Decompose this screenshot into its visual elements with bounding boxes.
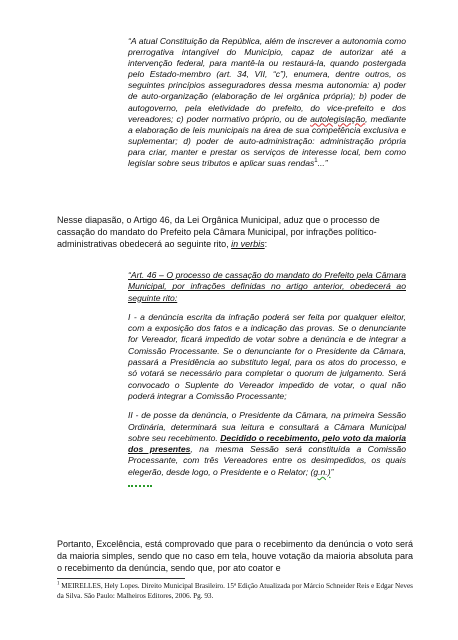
- quote1-text-part1: “A atual Constituição da República, além de inscrever a autonomia como prerrogativa intangível do Município, capaz de autorizar até a intervenção federal, para mantê-la ou restaurá-la, quando postergada pelo Estado-membro (art. 34, VII, “c”), enumera, dentre outros, os seguintes princípios asseguradores dessa mesma autonomia: a) poder de auto-organização (elaboração de lei orgânica própria); b) poder de autogoverno, pela eletividade do prefeito, do vice-prefeito e dos vereadores; c) poder normativo próprio, ou de: [128, 36, 406, 124]
- quote1-autolegislacao: autolegislação: [310, 113, 366, 124]
- quote2-article-heading: [128, 270, 406, 304]
- paragraph-portanto: Portanto, Excelência, está comprovado que para o recebimento da denúncia o voto será da maioria simples, sendo que no caso em tela, houve votação da maioria absoluta para o recebimento da denúncia, sendo que, por ato coator e: [57, 539, 413, 574]
- block-quote-constitution: [128, 36, 406, 169]
- footnote-text: MEIRELLES, Hely Lopes. Direito Municipal Brasileiro. 15ª Edição Atualizada por Márcio Schneider Reis e Edgar Neves da Silva. São Paulo: Malheiros Editores, 2006. Pg. 93.: [57, 582, 413, 600]
- footnote: [57, 582, 413, 601]
- quote2-item-ii: [128, 410, 406, 489]
- spellcheck-squiggle: [128, 481, 152, 487]
- para1-end: :: [264, 239, 268, 250]
- footnote-reference[interactable]: 1: [314, 158, 318, 165]
- item-ii-start: II - de posse da denúncia, o Presidente da Câmara, na primeira Sessão Ordinária, determinará sua leitura e consultará a Câmara Municipal sobre seu recebimento.: [128, 410, 406, 443]
- footnote-number: 1: [57, 581, 60, 587]
- item-ii-end: , na mesma Sessão será constituída a Comissão Processante, com três Vereadores entre os desimpedidos, os quais elegerão, desde logo, o Presidente e o Relator;: [128, 444, 406, 477]
- in-verbis: in verbis: [231, 239, 265, 250]
- paragraph-diapasao: [57, 214, 409, 251]
- footnote-divider: [57, 578, 185, 579]
- article-46-text: “Art. 46 – O processo de cassação do mandato do Prefeito pela Câmara Municipal, por infrações definidas no artigo anterior, obedecerá ao seguinte rito:: [128, 270, 406, 303]
- quote1-text-part2: , mediante a elaboração de leis municipais na área de sua competência exclusiva e suplementar; d) poder de auto-administração: administração própria para criar, manter e prestar os serviços de interesse local, bem como legislar sobre seus tributos e aplicar suas rendas: [128, 113, 406, 169]
- gn-closing: ”: [330, 466, 334, 477]
- quote2-item-i: I - a denúncia escrita da infração poderá ser feita por qualquer eleitor, com a exposição dos fatos e a indicação das provas. Se o denunciante for Vereador, ficará impedido de votar sobre a denúncia e de integrar a Comissão Processante. Se o denunciante for o Presidente da Câmara, passará a Presidência ao substituto legal, para os atos do processo, e só votará se necessário para completar o quorum de julgamento. Será convocado o Suplente do Vereador impedido de votar, o qual não poderá integrar a Comissão Processante;: [128, 311, 406, 401]
- para1-text: Nesse diapasão, o Artigo 46, da Lei Orgânica Municipal, aduz que o processo de cassação do mandato do Prefeito pela Câmara Municipal, por infrações político-administrativas obedecerá ao seguinte rito,: [57, 215, 380, 250]
- quote1-closing: ...”: [317, 158, 328, 169]
- block-quote-article-46: [128, 270, 406, 497]
- item-ii-bold: Decidido o recebimento, pelo voto da maioria dos presentes: [128, 432, 406, 455]
- gn-mark: (g.n.): [310, 466, 331, 477]
